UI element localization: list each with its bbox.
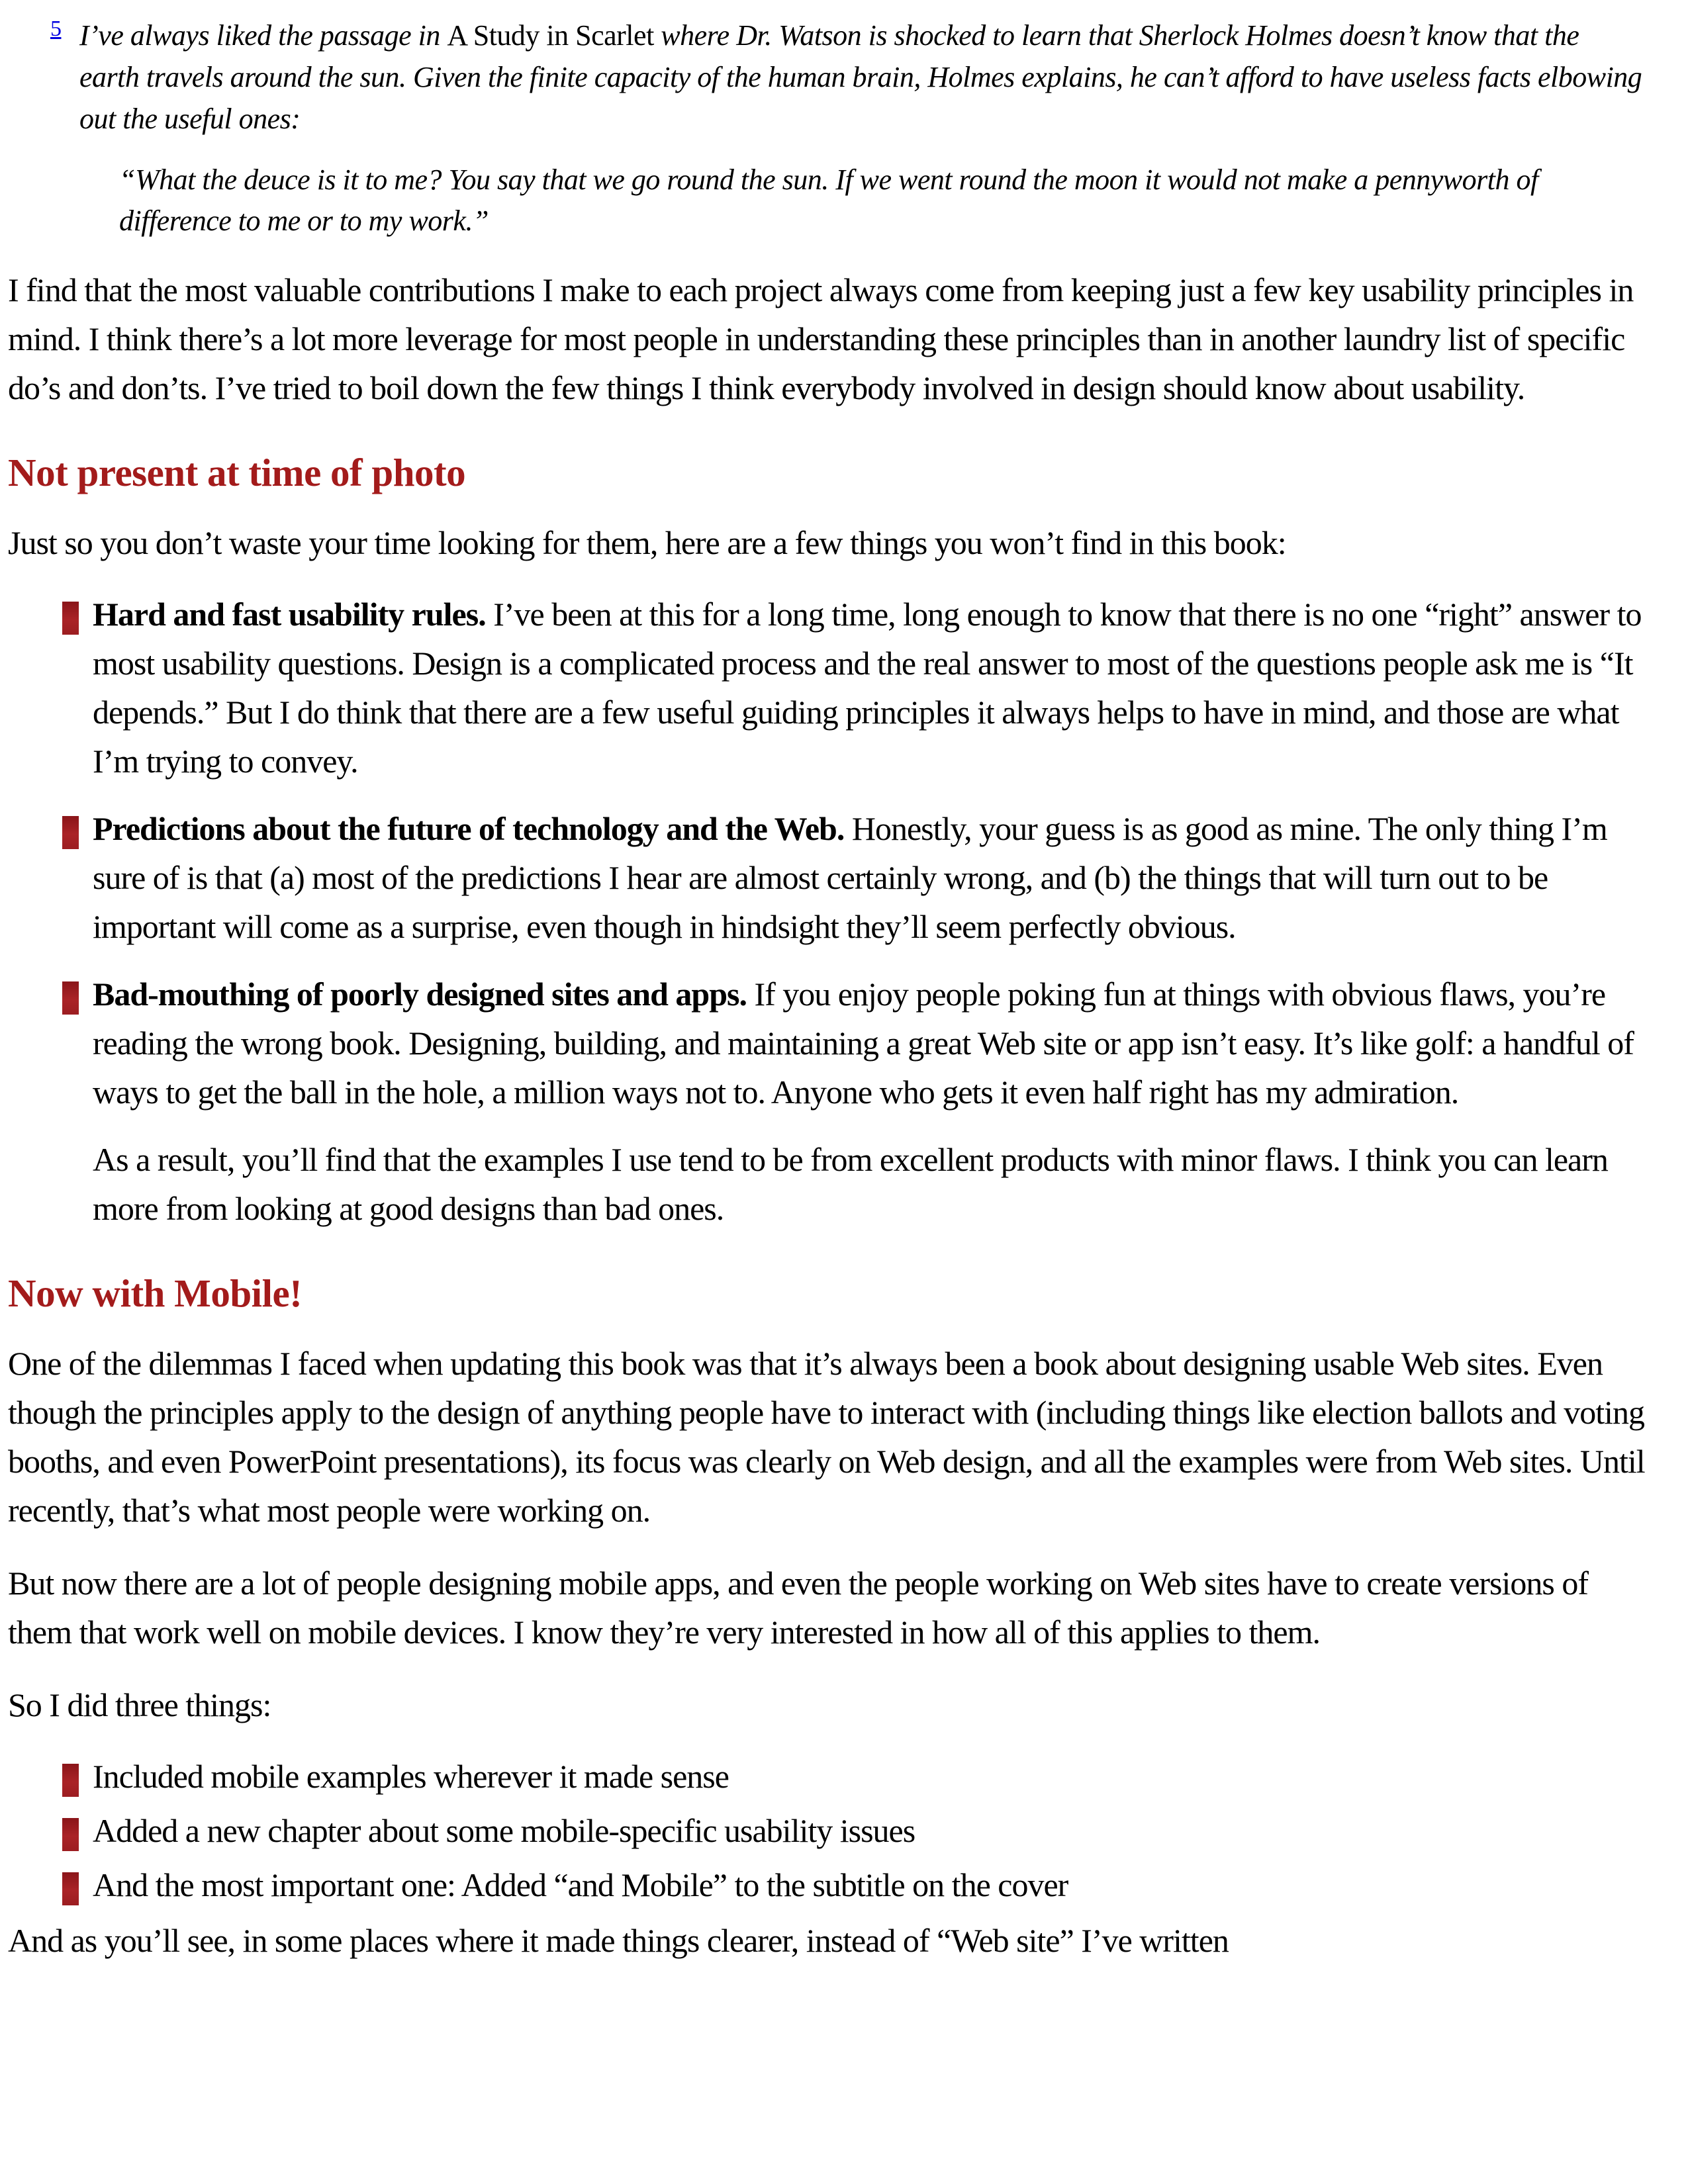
list-item bbox=[93, 590, 1646, 786]
not-present-intro-paragraph: Just so you don’t waste your time looking for them, here are a few things you won’t find in this book: bbox=[8, 524, 1286, 561]
closing-paragraph: And as you’ll see, in some places where it made things clearer, instead of “Web site” I’ve written bbox=[8, 1922, 1229, 1959]
bullet-square-icon bbox=[62, 1872, 79, 1905]
list-item bbox=[93, 1806, 1646, 1855]
bullet-square-icon bbox=[62, 981, 79, 1015]
mobile-paragraph-1: One of the dilemmas I faced when updating this book was that it’s always been a book about designing usable Web sites. Even though the principles apply to the design of anything people have to interact with (including things like election ballots and voting booths, and even PowerPoint presentations), its focus was clearly on Web design, and all the examples were from Web sites. Until recently, that’s what most people were working on. bbox=[8, 1345, 1645, 1529]
three-things-bullet-list bbox=[8, 1752, 1646, 1909]
three-things-intro-paragraph: So I did three things: bbox=[8, 1686, 271, 1723]
list-item bbox=[93, 970, 1646, 1116]
list-item bbox=[93, 804, 1646, 951]
bullet-square-icon bbox=[62, 602, 79, 635]
intro-paragraph: I find that the most valuable contributions I make to each project always come from keeping just a few key usability principles in mind. I think there’s a lot more leverage for most people in understanding these principles than in another laundry list of specific do’s and don’ts. I’ve tried to boil down the few things I think everybody involved in design should know about usability. bbox=[8, 271, 1634, 406]
bullet-square-icon bbox=[62, 1764, 79, 1797]
footnote-number-link[interactable]: 5 bbox=[50, 17, 62, 41]
list-item bbox=[93, 1752, 1646, 1801]
footnote-blockquote: “What the deuce is it to me? You say that we go round the sun. If we went round the moon it would not make a pennyworth of difference to me or to my work.” bbox=[119, 163, 1538, 237]
bullet-text: Included mobile examples wherever it made sense bbox=[93, 1758, 729, 1795]
bullet-text: And the most important one: Added “and Mobile” to the subtitle on the cover bbox=[93, 1866, 1068, 1903]
bullet-text: Honestly, your guess is as good as mine. The only thing I’m sure of is that (a) most of the predictions I hear are almost certainly wrong, and (b) the things that will turn out to be important will come as a surprise, even though in hindsight they’ll seem perfectly obvious. bbox=[93, 810, 1607, 945]
mobile-paragraph-2: But now there are a lot of people designing mobile apps, and even the people working on Web sites have to create versions of them that work well on mobile devices. I know they’re very interested in how all of this applies to them. bbox=[8, 1565, 1589, 1651]
section-heading-not-present: Not present at time of photo bbox=[8, 451, 466, 494]
exclusions-bullet-list bbox=[8, 590, 1646, 1116]
footnote-book-title: A Study in Scarlet bbox=[447, 19, 654, 52]
bullet-text: If you enjoy people poking fun at things with obvious flaws, you’re reading the wrong book. Designing, building, and maintaining a great Web site or app isn’t easy. It’s like golf: a handful of ways to get the ball in the hole, a million ways not to. Anyone who gets it even half right has my admiration. bbox=[93, 976, 1634, 1111]
exclusions-followup-paragraph: As a result, you’ll find that the examples I use tend to be from excellent products with minor flaws. I think you can learn more from looking at good designs than bad ones. bbox=[93, 1141, 1608, 1227]
bullet-square-icon bbox=[62, 816, 79, 849]
section-heading-now-with-mobile: Now with Mobile! bbox=[8, 1271, 303, 1315]
footnote-text-pre: I’ve always liked the passage in bbox=[79, 19, 447, 52]
footnote bbox=[50, 15, 1646, 140]
bullet-text: Added a new chapter about some mobile-specific usability issues bbox=[93, 1812, 915, 1849]
bullet-lead: Predictions about the future of technology and the Web. bbox=[93, 810, 845, 847]
bullet-square-icon bbox=[62, 1818, 79, 1851]
bullet-lead: Bad-mouthing of poorly designed sites and apps. bbox=[93, 976, 747, 1013]
bullet-text: I’ve been at this for a long time, long enough to know that there is no one “right” answer to most usability questions. Design is a complicated process and the real answer to most of the questions people ask me is “It depends.” But I do think that there are a few useful guiding principles it always helps to have in mind, and those are what I’m trying to convey. bbox=[93, 596, 1642, 780]
footnote-text-post: where Dr. Watson is shocked to learn that Sherlock Holmes doesn’t know that the earth travels around the sun. Given the finite capacity of the human brain, Holmes explains, he can’t afford to have useless facts elbowing out the useful ones: bbox=[79, 19, 1642, 135]
list-item bbox=[93, 1860, 1646, 1909]
bullet-lead: Hard and fast usability rules. bbox=[93, 596, 486, 633]
